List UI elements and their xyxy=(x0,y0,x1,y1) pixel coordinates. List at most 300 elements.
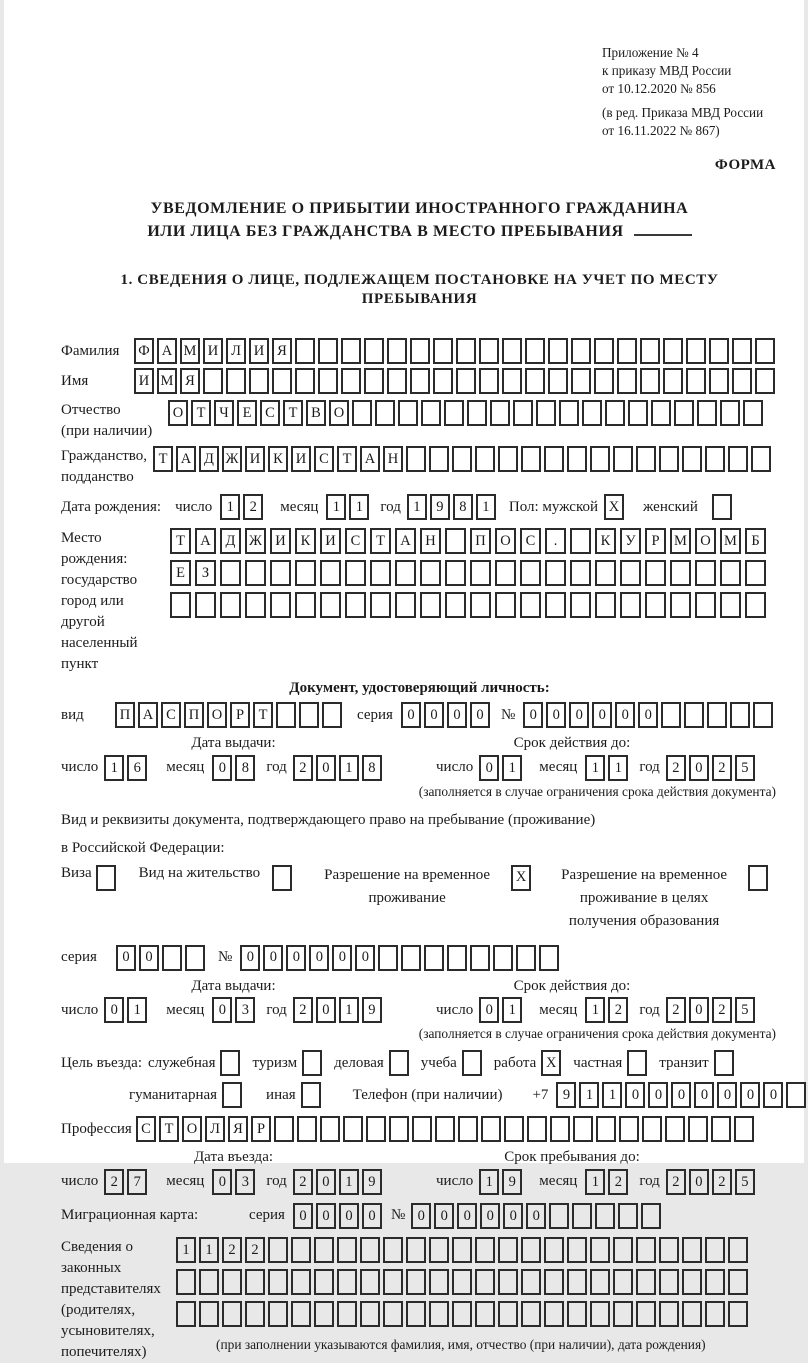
representatives-row-2 xyxy=(176,1269,751,1295)
char-cell xyxy=(571,338,591,364)
citizenship-cells xyxy=(153,446,774,472)
char-cell xyxy=(567,1269,587,1295)
char-cell xyxy=(429,1301,449,1327)
char-cell xyxy=(628,400,648,426)
char-cell xyxy=(730,702,750,728)
doc-number-label: № xyxy=(500,706,516,723)
char-cell xyxy=(176,1301,196,1327)
char-cell xyxy=(536,400,556,426)
char-cell xyxy=(521,446,541,472)
birth-place-row-2 xyxy=(170,560,770,586)
char-cell xyxy=(665,1116,685,1142)
validity-note: (заполняется в случае ограничения срока действия документа) xyxy=(418,783,776,799)
char-cell: 1 xyxy=(608,755,628,781)
char-cell: А xyxy=(195,528,216,554)
char-cell xyxy=(567,1237,587,1263)
char-cell xyxy=(682,1237,702,1263)
char-cell xyxy=(645,560,666,586)
char-cell xyxy=(711,1116,731,1142)
residence-number-label: № xyxy=(218,949,233,966)
char-cell: 0 xyxy=(615,702,635,728)
char-cell: X xyxy=(511,865,531,891)
char-cell xyxy=(590,1269,610,1295)
char-cell: Л xyxy=(205,1116,225,1142)
char-cell: . xyxy=(545,528,566,554)
char-cell xyxy=(295,560,316,586)
char-cell xyxy=(268,1269,288,1295)
char-cell: 0 xyxy=(104,997,124,1023)
char-cell: 0 xyxy=(523,702,543,728)
char-cell xyxy=(270,560,291,586)
char-cell: 2 xyxy=(243,494,263,520)
char-cell xyxy=(695,592,716,618)
char-cell xyxy=(728,1237,748,1263)
char-cell xyxy=(605,400,625,426)
char-cell xyxy=(596,1116,616,1142)
char-cell xyxy=(383,1269,403,1295)
char-cell: Т xyxy=(370,528,391,554)
char-cell xyxy=(520,560,541,586)
char-cell xyxy=(475,1237,495,1263)
char-cell xyxy=(670,560,691,586)
char-cell: Т xyxy=(283,400,303,426)
char-cell xyxy=(389,1050,409,1076)
char-cell: О xyxy=(182,1116,202,1142)
char-cell: 0 xyxy=(592,702,612,728)
char-cell: 0 xyxy=(740,1082,760,1108)
char-cell xyxy=(755,368,775,394)
birth-place-row-1 xyxy=(170,528,770,554)
char-cell xyxy=(345,592,366,618)
char-cell: Р xyxy=(645,528,666,554)
char-cell xyxy=(732,368,752,394)
char-cell xyxy=(429,446,449,472)
char-cell: 1 xyxy=(220,494,240,520)
residence-permit-checkbox xyxy=(272,865,295,891)
char-cell: П xyxy=(115,702,135,728)
char-cell xyxy=(320,1116,340,1142)
char-cell xyxy=(420,560,441,586)
char-cell: И xyxy=(203,338,223,364)
char-cell: С xyxy=(345,528,366,554)
appendix-line-3: от 10.12.2020 № 856 xyxy=(602,81,716,96)
char-cell xyxy=(220,560,241,586)
char-cell: Т xyxy=(170,528,191,554)
appendix-block xyxy=(602,44,772,140)
char-cell: 9 xyxy=(556,1082,576,1108)
char-cell: 0 xyxy=(316,755,336,781)
char-cell xyxy=(320,592,341,618)
char-cell: 1 xyxy=(104,755,124,781)
char-cell xyxy=(220,592,241,618)
char-cell: Ч xyxy=(214,400,234,426)
char-cell: О xyxy=(168,400,188,426)
char-cell: О xyxy=(329,400,349,426)
char-cell xyxy=(389,1116,409,1142)
appendix-line-1: Приложение № 4 xyxy=(602,45,699,60)
char-cell: Т xyxy=(159,1116,179,1142)
char-cell: 0 xyxy=(671,1082,691,1108)
char-cell: А xyxy=(157,338,177,364)
char-cell: 9 xyxy=(430,494,450,520)
char-cell xyxy=(682,1269,702,1295)
migration-series-label: серия xyxy=(249,1207,285,1224)
char-cell: 2 xyxy=(608,1169,628,1195)
migration-series-cells xyxy=(293,1203,385,1229)
char-cell xyxy=(498,1301,518,1327)
char-cell: 0 xyxy=(116,945,136,971)
char-cell: 1 xyxy=(479,1169,499,1195)
entry-date-header: Дата въезда: xyxy=(193,1149,274,1165)
char-cell: 0 xyxy=(309,945,329,971)
char-cell xyxy=(618,1203,638,1229)
char-cell xyxy=(544,446,564,472)
char-cell xyxy=(682,446,702,472)
char-cell: 3 xyxy=(235,997,255,1023)
char-cell xyxy=(636,1269,656,1295)
entry-date: число 2 7 месяц 0 3 год 2 0 1 9 xyxy=(61,1169,406,1195)
char-cell xyxy=(590,446,610,472)
char-cell xyxy=(620,592,641,618)
char-cell: 0 xyxy=(139,945,159,971)
birth-day-label: число xyxy=(175,498,213,515)
char-cell: 1 xyxy=(349,494,369,520)
residence-permit-label: Вид на жительство xyxy=(138,864,261,881)
char-cell xyxy=(297,1116,317,1142)
appendix-line-2: к приказу МВД России xyxy=(602,63,732,78)
char-cell xyxy=(594,368,614,394)
purpose-label: Цель въезда: xyxy=(61,1054,142,1071)
form-title xyxy=(61,197,778,243)
char-cell xyxy=(337,1269,357,1295)
char-cell xyxy=(318,338,338,364)
char-cell: К xyxy=(295,528,316,554)
char-cell xyxy=(245,592,266,618)
char-cell xyxy=(467,400,487,426)
char-cell xyxy=(559,400,579,426)
char-cell: 0 xyxy=(717,1082,737,1108)
char-cell: Ж xyxy=(222,446,242,472)
char-cell xyxy=(398,400,418,426)
char-cell xyxy=(410,368,430,394)
field-migration-card xyxy=(61,1203,778,1229)
visa-label: Виза xyxy=(61,864,92,881)
forma-label: ФОРМА xyxy=(714,157,776,173)
char-cell: 0 xyxy=(212,997,232,1023)
entry-dates-row xyxy=(61,1169,778,1195)
char-cell: 0 xyxy=(689,997,709,1023)
char-cell xyxy=(659,1269,679,1295)
char-cell: 1 xyxy=(585,1169,605,1195)
residence-date-headers: Дата выдачи: Срок действия до: xyxy=(191,977,631,994)
char-cell xyxy=(387,338,407,364)
char-cell: 1 xyxy=(579,1082,599,1108)
char-cell: 0 xyxy=(569,702,589,728)
char-cell xyxy=(406,1269,426,1295)
char-cell xyxy=(383,1301,403,1327)
char-cell xyxy=(445,528,466,554)
residence-series-cells xyxy=(116,945,208,971)
char-cell xyxy=(364,338,384,364)
char-cell: Я xyxy=(180,368,200,394)
char-cell xyxy=(420,592,441,618)
char-cell xyxy=(375,400,395,426)
phone-cells xyxy=(556,1082,808,1108)
char-cell: 0 xyxy=(479,997,499,1023)
char-cell: 0 xyxy=(332,945,352,971)
char-cell xyxy=(245,560,266,586)
char-cell xyxy=(498,446,518,472)
char-cell: 8 xyxy=(453,494,473,520)
field-citizenship xyxy=(61,446,778,488)
char-cell: П xyxy=(470,528,491,554)
birth-day-cells xyxy=(220,494,266,520)
char-cell: 0 xyxy=(447,702,467,728)
char-cell: 0 xyxy=(286,945,306,971)
char-cell xyxy=(573,1116,593,1142)
char-cell: 1 xyxy=(502,997,522,1023)
char-cell: 0 xyxy=(424,702,444,728)
char-cell xyxy=(663,338,683,364)
char-cell: 6 xyxy=(127,755,147,781)
residence-permit-options xyxy=(61,864,778,933)
char-cell xyxy=(495,560,516,586)
char-cell xyxy=(222,1082,242,1108)
char-cell: 0 xyxy=(457,1203,477,1229)
char-cell: 0 xyxy=(689,755,709,781)
temp-permit-label: Разрешение на временное проживание xyxy=(324,866,491,906)
char-cell xyxy=(176,1269,196,1295)
char-cell xyxy=(651,400,671,426)
char-cell xyxy=(498,1237,518,1263)
representatives-cells xyxy=(176,1237,751,1354)
char-cell: К xyxy=(595,528,616,554)
purpose-option-business: служебная xyxy=(148,1050,244,1076)
field-representatives xyxy=(61,1237,778,1363)
phone-label: Телефон (при наличии) xyxy=(352,1086,503,1103)
char-cell xyxy=(521,1301,541,1327)
residence-doc-intro-1: Вид и реквизиты документа, подтверждающего право на пребывание (проживание) xyxy=(61,811,596,828)
char-cell: 1 xyxy=(339,1169,359,1195)
char-cell xyxy=(162,945,182,971)
representatives-label: Сведения о законных представителях (родителях, усыновителях, попечителях) xyxy=(61,1238,161,1360)
char-cell xyxy=(429,1237,449,1263)
representatives-row-3 xyxy=(176,1301,751,1327)
char-cell xyxy=(322,702,342,728)
char-cell xyxy=(295,368,315,394)
char-cell: 2 xyxy=(712,755,732,781)
char-cell: 7 xyxy=(127,1169,147,1195)
char-cell: С xyxy=(520,528,541,554)
char-cell xyxy=(341,338,361,364)
char-cell: Ф xyxy=(134,338,154,364)
char-cell xyxy=(619,1116,639,1142)
char-cell: С xyxy=(260,400,280,426)
char-cell xyxy=(456,338,476,364)
char-cell xyxy=(705,1237,725,1263)
char-cell: 0 xyxy=(362,1203,382,1229)
char-cell: X xyxy=(604,494,624,520)
char-cell: Б xyxy=(745,528,766,554)
section1-heading: 1. СВЕДЕНИЯ О ЛИЦЕ, ПОДЛЕЖАЩЕМ ПОСТАНОВКЕ НА УЧЕТ ПО МЕСТУ ПРЕБЫВАНИЯ xyxy=(120,271,719,307)
char-cell: О xyxy=(207,702,227,728)
char-cell: 0 xyxy=(355,945,375,971)
char-cell: 8 xyxy=(362,755,382,781)
char-cell xyxy=(714,1050,734,1076)
char-cell: М xyxy=(157,368,177,394)
char-cell: 9 xyxy=(362,997,382,1023)
char-cell: 1 xyxy=(339,997,359,1023)
char-cell xyxy=(620,560,641,586)
purpose-option-tourism: туризм xyxy=(252,1050,325,1076)
char-cell: 1 xyxy=(476,494,496,520)
char-cell: 0 xyxy=(263,945,283,971)
form-title-line-1: УВЕДОМЛЕНИЕ О ПРИБЫТИИ ИНОСТРАННОГО ГРАЖДАНИНА xyxy=(150,199,689,217)
residence-doc-intro-2: в Российской Федерации: xyxy=(61,839,225,856)
char-cell xyxy=(345,560,366,586)
sex-male-label: Пол: мужской xyxy=(508,498,599,515)
field-patronymic xyxy=(61,400,778,442)
char-cell: Т xyxy=(191,400,211,426)
char-cell xyxy=(493,945,513,971)
char-cell xyxy=(318,368,338,394)
stay-until-date: число 1 9 месяц 1 2 год 2 0 2 5 xyxy=(436,1169,758,1195)
char-cell xyxy=(412,1116,432,1142)
char-cell xyxy=(720,592,741,618)
profession-label: Профессия xyxy=(61,1120,132,1137)
char-cell xyxy=(544,1301,564,1327)
char-cell xyxy=(636,1237,656,1263)
char-cell xyxy=(640,338,660,364)
char-cell xyxy=(220,1050,240,1076)
char-cell xyxy=(444,400,464,426)
char-cell xyxy=(337,1237,357,1263)
appendix-line-5: от 16.11.2022 № 867) xyxy=(602,123,720,138)
char-cell xyxy=(545,592,566,618)
char-cell xyxy=(617,338,637,364)
char-cell xyxy=(479,368,499,394)
stay-until-header: Срок пребывания до: xyxy=(504,1149,640,1165)
char-cell: 2 xyxy=(222,1237,242,1263)
identity-doc-heading: Документ, удостоверяющий личность: xyxy=(289,680,550,697)
temp-permit-checkbox xyxy=(511,865,534,891)
char-cell xyxy=(401,945,421,971)
purpose-option-work: работа X xyxy=(494,1050,565,1076)
char-cell xyxy=(452,446,472,472)
field-entry-purpose xyxy=(61,1050,778,1076)
char-cell xyxy=(410,338,430,364)
purpose-option-private: частная xyxy=(573,1050,650,1076)
char-cell: Т xyxy=(153,446,173,472)
birth-year-cells xyxy=(407,494,499,520)
char-cell xyxy=(613,446,633,472)
char-cell: Е xyxy=(237,400,257,426)
char-cell xyxy=(291,1269,311,1295)
field-surname xyxy=(61,338,778,364)
char-cell xyxy=(360,1237,380,1263)
char-cell xyxy=(458,1116,478,1142)
char-cell xyxy=(302,1050,322,1076)
migration-card-label: Миграционная карта: xyxy=(61,1207,199,1224)
char-cell xyxy=(705,1269,725,1295)
char-cell: Т xyxy=(253,702,273,728)
char-cell xyxy=(504,1116,524,1142)
field-residence-doc-number xyxy=(61,945,778,971)
char-cell: 1 xyxy=(326,494,346,520)
char-cell xyxy=(745,560,766,586)
char-cell: 1 xyxy=(339,755,359,781)
char-cell: И xyxy=(320,528,341,554)
humanitarian-checkbox xyxy=(222,1082,245,1108)
char-cell xyxy=(421,400,441,426)
char-cell xyxy=(590,1237,610,1263)
field-birth-place xyxy=(61,528,778,675)
char-cell xyxy=(222,1269,242,1295)
char-cell xyxy=(360,1301,380,1327)
char-cell: 0 xyxy=(638,702,658,728)
representatives-note: (при заполнении указываются фамилия, имя, отчество (при наличии), дата рождения) xyxy=(216,1336,706,1352)
field-identity-doc xyxy=(61,702,778,728)
char-cell: 2 xyxy=(666,997,686,1023)
char-cell: А xyxy=(138,702,158,728)
char-cell: 0 xyxy=(212,755,232,781)
patronymic-label: Отчество (при наличии) xyxy=(61,402,153,440)
char-cell: 0 xyxy=(479,755,499,781)
char-cell xyxy=(447,945,467,971)
identity-valid-until: число 0 1 месяц 1 1 год 2 0 2 5 xyxy=(436,755,758,781)
char-cell xyxy=(567,1301,587,1327)
char-cell xyxy=(582,400,602,426)
char-cell xyxy=(748,865,768,891)
form-title-line-2: ИЛИ ЛИЦА БЕЗ ГРАЖДАНСТВА В МЕСТО ПРЕБЫВАНИЯ xyxy=(61,220,778,243)
char-cell xyxy=(502,338,522,364)
char-cell: А xyxy=(176,446,196,472)
char-cell: И xyxy=(134,368,154,394)
char-cell xyxy=(613,1237,633,1263)
char-cell xyxy=(314,1301,334,1327)
char-cell: 0 xyxy=(546,702,566,728)
char-cell xyxy=(424,945,444,971)
given-name-label: Имя xyxy=(61,372,89,389)
char-cell: 0 xyxy=(293,1203,313,1229)
char-cell: 0 xyxy=(401,702,421,728)
char-cell: М xyxy=(180,338,200,364)
char-cell xyxy=(712,494,732,520)
char-cell: Д xyxy=(199,446,219,472)
char-cell xyxy=(570,528,591,554)
char-cell: 0 xyxy=(240,945,260,971)
char-cell xyxy=(728,446,748,472)
char-cell xyxy=(170,592,191,618)
char-cell: 2 xyxy=(666,1169,686,1195)
char-cell xyxy=(456,368,476,394)
residence-issue-date: число 0 1 месяц 0 3 год 2 0 1 9 xyxy=(61,997,406,1023)
char-cell xyxy=(640,368,660,394)
residence-validity-note: (заполняется в случае ограничения срока действия документа) xyxy=(418,1026,776,1042)
doc-number-cells xyxy=(523,702,776,728)
char-cell: 0 xyxy=(316,1169,336,1195)
char-cell xyxy=(498,1269,518,1295)
char-cell: У xyxy=(620,528,641,554)
char-cell: Т xyxy=(337,446,357,472)
char-cell xyxy=(433,338,453,364)
char-cell xyxy=(527,1116,547,1142)
char-cell xyxy=(688,1116,708,1142)
char-cell xyxy=(613,1269,633,1295)
char-cell: 0 xyxy=(526,1203,546,1229)
char-cell xyxy=(753,702,773,728)
char-cell: 0 xyxy=(763,1082,783,1108)
